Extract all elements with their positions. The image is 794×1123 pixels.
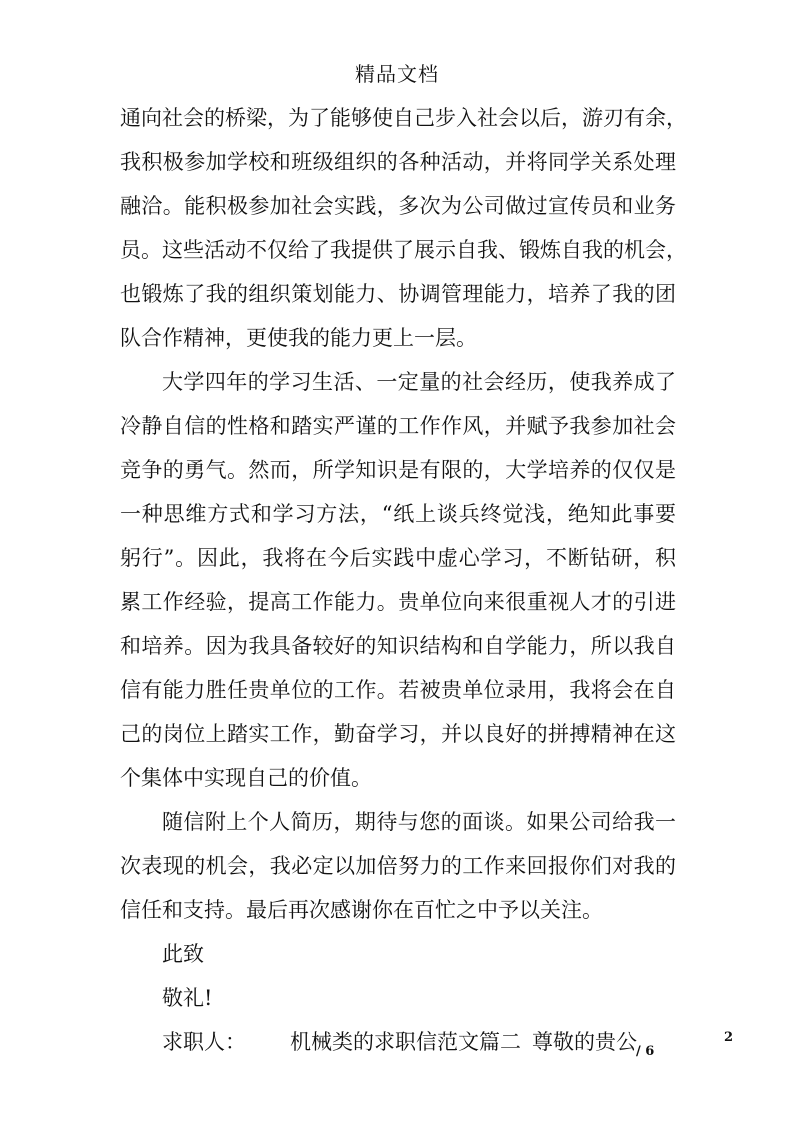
body-line: 信有能力胜任贵单位的工作。若被贵单位录用，我将会在自 — [120, 678, 676, 702]
applicant-label: 求职人： — [162, 1030, 246, 1054]
body-line: 和培养。因为我具备较好的知识结构和自学能力，所以我自 — [120, 634, 676, 658]
body-line: 通向社会的桥梁，为了能够使自己步入社会以后，游刃有余， — [120, 106, 687, 130]
body-line: 我积极参加学校和班级组织的各种活动，并将同学关系处理 — [120, 150, 676, 174]
body-line: 个集体中实现自己的价值。 — [120, 766, 372, 790]
body-line: 己的岗位上踏实工作，勤奋学习，并以良好的拼搏精神在这 — [120, 722, 676, 746]
page-total: / 6 — [636, 1044, 655, 1059]
body-line: 一种思维方式和学习方法，“纸上谈兵终觉浅，绝知此事要 — [120, 502, 676, 526]
paragraph-start-line: 随信附上个人简历，期待与您的面谈。如果公司给我一 — [162, 810, 676, 834]
body-line: 信任和支持。最后再次感谢你在百忙之中予以关注。 — [120, 898, 603, 922]
document-header-title: 精品文档 — [355, 62, 439, 86]
body-line: 竞争的勇气。然而，所学知识是有限的，大学培养的仅仅是 — [120, 458, 676, 482]
body-line: 冷静自信的性格和踏实严谨的工作作风，并赋予我参加社会 — [120, 414, 676, 438]
body-line: 累工作经验，提高工作能力。贵单位向来很重视人才的引进 — [120, 590, 676, 614]
next-letter-salutation: 尊敬的贵公 — [532, 1030, 637, 1054]
closing-salutation: 此致 — [162, 942, 204, 966]
body-line: 次表现的机会，我必定以加倍努力的工作来回报你们对我的 — [120, 854, 676, 878]
page-number: 2 — [724, 1030, 734, 1045]
body-line: 融洽。能积极参加社会实践，多次为公司做过宣传员和业务 — [120, 194, 676, 218]
signature-line — [120, 1020, 676, 1064]
paragraph-start-line: 大学四年的学习生活、一定量的社会经历，使我养成了 — [162, 370, 676, 394]
body-line: 队合作精神，更使我的能力更上一层。 — [120, 326, 477, 350]
body-line: 躬行”。因此，我将在今后实践中虚心学习，不断钻研，积 — [120, 546, 676, 570]
body-line: 员。这些活动不仅给了我提供了展示自我、锻炼自我的机会， — [120, 238, 687, 262]
body-line: 也锻炼了我的组织策划能力、协调管理能力，培养了我的团 — [120, 282, 676, 306]
letter-body — [120, 96, 687, 1064]
next-letter-title: 机械类的求职信范文篇二 — [290, 1030, 521, 1054]
closing-regards: 敬礼! — [162, 986, 213, 1010]
